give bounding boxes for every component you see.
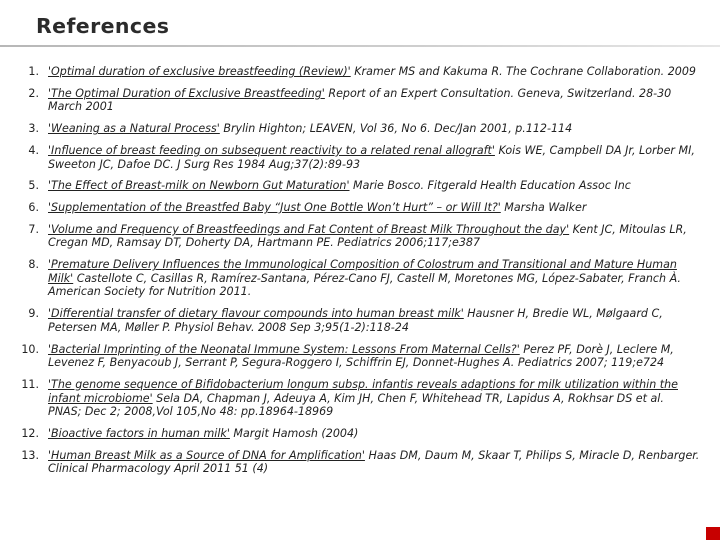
reference-text	[48, 122, 700, 136]
reference-title-link[interactable]: 'Optimal duration of exclusive breastfeeding (Review)'	[48, 65, 351, 78]
reference-citation: Kois WE, Campbell DA Jr, Lorber MI, Sweeton JC, Dafoe DC. J Surg Res 1984 Aug;37(2):89-93	[48, 143, 695, 171]
reference-text	[48, 87, 700, 114]
reference-item	[8, 87, 700, 114]
reference-text	[48, 449, 700, 476]
reference-title-link[interactable]: 'The Optimal Duration of Exclusive Breastfeeding'	[48, 86, 325, 100]
reference-citation: Perez PF, Dorè J, Leclere M, Levenez F, Benyacoub J, Serrant P, Segura-Roggero I, Schiffrin EJ, Donnet-Hughes A. Pediatrics 2007; 119;e724	[48, 342, 674, 370]
reference-text	[48, 201, 700, 215]
reference-item	[8, 343, 700, 370]
reference-number: 7.	[28, 222, 39, 236]
reference-item	[8, 307, 700, 334]
reference-text	[48, 179, 700, 193]
corner-accent	[706, 527, 720, 540]
reference-number: 5.	[28, 179, 39, 193]
reference-citation: Marsha Walker	[500, 201, 587, 215]
reference-item	[8, 223, 700, 250]
reference-item	[8, 378, 700, 419]
title-divider	[0, 45, 720, 47]
reference-title-link[interactable]: 'Human Breast Milk as a Source of DNA for Amplification'	[48, 448, 365, 462]
reference-text	[48, 144, 700, 171]
reference-title-link[interactable]: 'The Effect of Breast-milk on Newborn Gut Maturation'	[48, 179, 350, 193]
page-title: References	[36, 14, 170, 38]
reference-number: 4.	[28, 143, 39, 157]
reference-title-link[interactable]: 'Weaning as a Natural Process'	[48, 122, 220, 136]
reference-title-link[interactable]: 'Bioactive factors in human milk'	[48, 426, 230, 440]
reference-number: 6.	[28, 201, 39, 215]
reference-title-link[interactable]: 'Influence of breast feeding on subsequent reactivity to a related renal allograft'	[48, 143, 495, 157]
reference-item	[8, 179, 700, 193]
reference-citation: Marie Bosco. Fitgerald Health Education Assoc Inc	[349, 179, 631, 193]
reference-title-link[interactable]: 'Supplementation of the Breastfed Baby “Just One Bottle Won’t Hurt” – or Will It?'	[48, 201, 501, 215]
reference-title-link[interactable]: 'The genome sequence of Bifidobacterium longum subsp. infantis reveals adaptions for milk utilization within the infant microbiome'	[48, 377, 678, 405]
reference-text	[48, 223, 700, 250]
reference-citation: Kramer MS and Kakuma R. The Cochrane Collaboration. 2009	[350, 65, 696, 78]
reference-text	[48, 343, 700, 370]
reference-text	[48, 307, 700, 334]
reference-item	[8, 65, 700, 79]
reference-citation: Sela DA, Chapman J, Adeuya A, Kim JH, Chen F, Whitehead TR, Lapidus A, Rokhsar DS et al. PNAS; Dec 2; 2008,Vol 105,No 48: pp.18964-18969	[48, 391, 664, 419]
reference-number: 10.	[21, 342, 39, 356]
reference-citation: Hausner H, Bredie WL, Mølgaard C, Petersen MA, Møller P. Physiol Behav. 2008 Sep 3;95(1-2):118-24	[48, 307, 663, 334]
reference-number: 2.	[28, 86, 39, 100]
reference-number: 13.	[21, 448, 39, 462]
reference-text	[48, 65, 700, 79]
reference-text	[48, 258, 700, 299]
reference-item	[8, 201, 700, 215]
reference-citation: Kent JC, Mitoulas LR, Cregan MD, Ramsay DT, Doherty DA, Hartmann PE. Pediatrics 2006;117;e387	[48, 222, 687, 250]
reference-text	[48, 427, 700, 441]
reference-item	[8, 427, 700, 441]
reference-title-link[interactable]: 'Premature Delivery Influences the Immunological Composition of Colostrum and Transitional and Mature Human Milk'	[48, 258, 677, 285]
reference-title-link[interactable]: 'Volume and Frequency of Breastfeedings and Fat Content of Breast Milk Throughout the day'	[48, 222, 570, 236]
reference-citation: Brylin Highton; LEAVEN, Vol 36, No 6. Dec/Jan 2001, p.112-114	[219, 122, 573, 136]
reference-citation: Castellote C, Casillas R, Ramírez-Santana, Pérez-Cano FJ, Castell M, Moretones MG, López-Sabater, Franch À. American Society for Nutrition 2011.	[48, 271, 681, 299]
reference-citation: Report of an Expert Consultation. Geneva, Switzerland. 28-30 March 2001	[48, 86, 672, 114]
reference-title-link[interactable]: 'Bacterial Imprinting of the Neonatal Immune System: Lessons From Maternal Cells?'	[48, 342, 520, 356]
reference-number: 9.	[28, 307, 39, 321]
reference-list	[8, 65, 700, 484]
reference-title-link[interactable]: 'Differential transfer of dietary flavour compounds into human breast milk'	[48, 307, 464, 321]
reference-number: 12.	[21, 426, 39, 440]
reference-citation: Margit Hamosh (2004)	[229, 426, 359, 440]
reference-text	[48, 378, 700, 419]
reference-number: 3.	[28, 122, 39, 136]
reference-item	[8, 449, 700, 476]
reference-number: 8.	[28, 258, 39, 272]
reference-item	[8, 144, 700, 171]
reference-number: 1.	[28, 65, 39, 78]
reference-item	[8, 258, 700, 299]
reference-item	[8, 122, 700, 136]
reference-number: 11.	[21, 377, 39, 391]
reference-citation: Haas DM, Daum M, Skaar T, Philips S, Miracle D, Renbarger. Clinical Pharmacology April 2011 51 (4)	[48, 448, 700, 476]
